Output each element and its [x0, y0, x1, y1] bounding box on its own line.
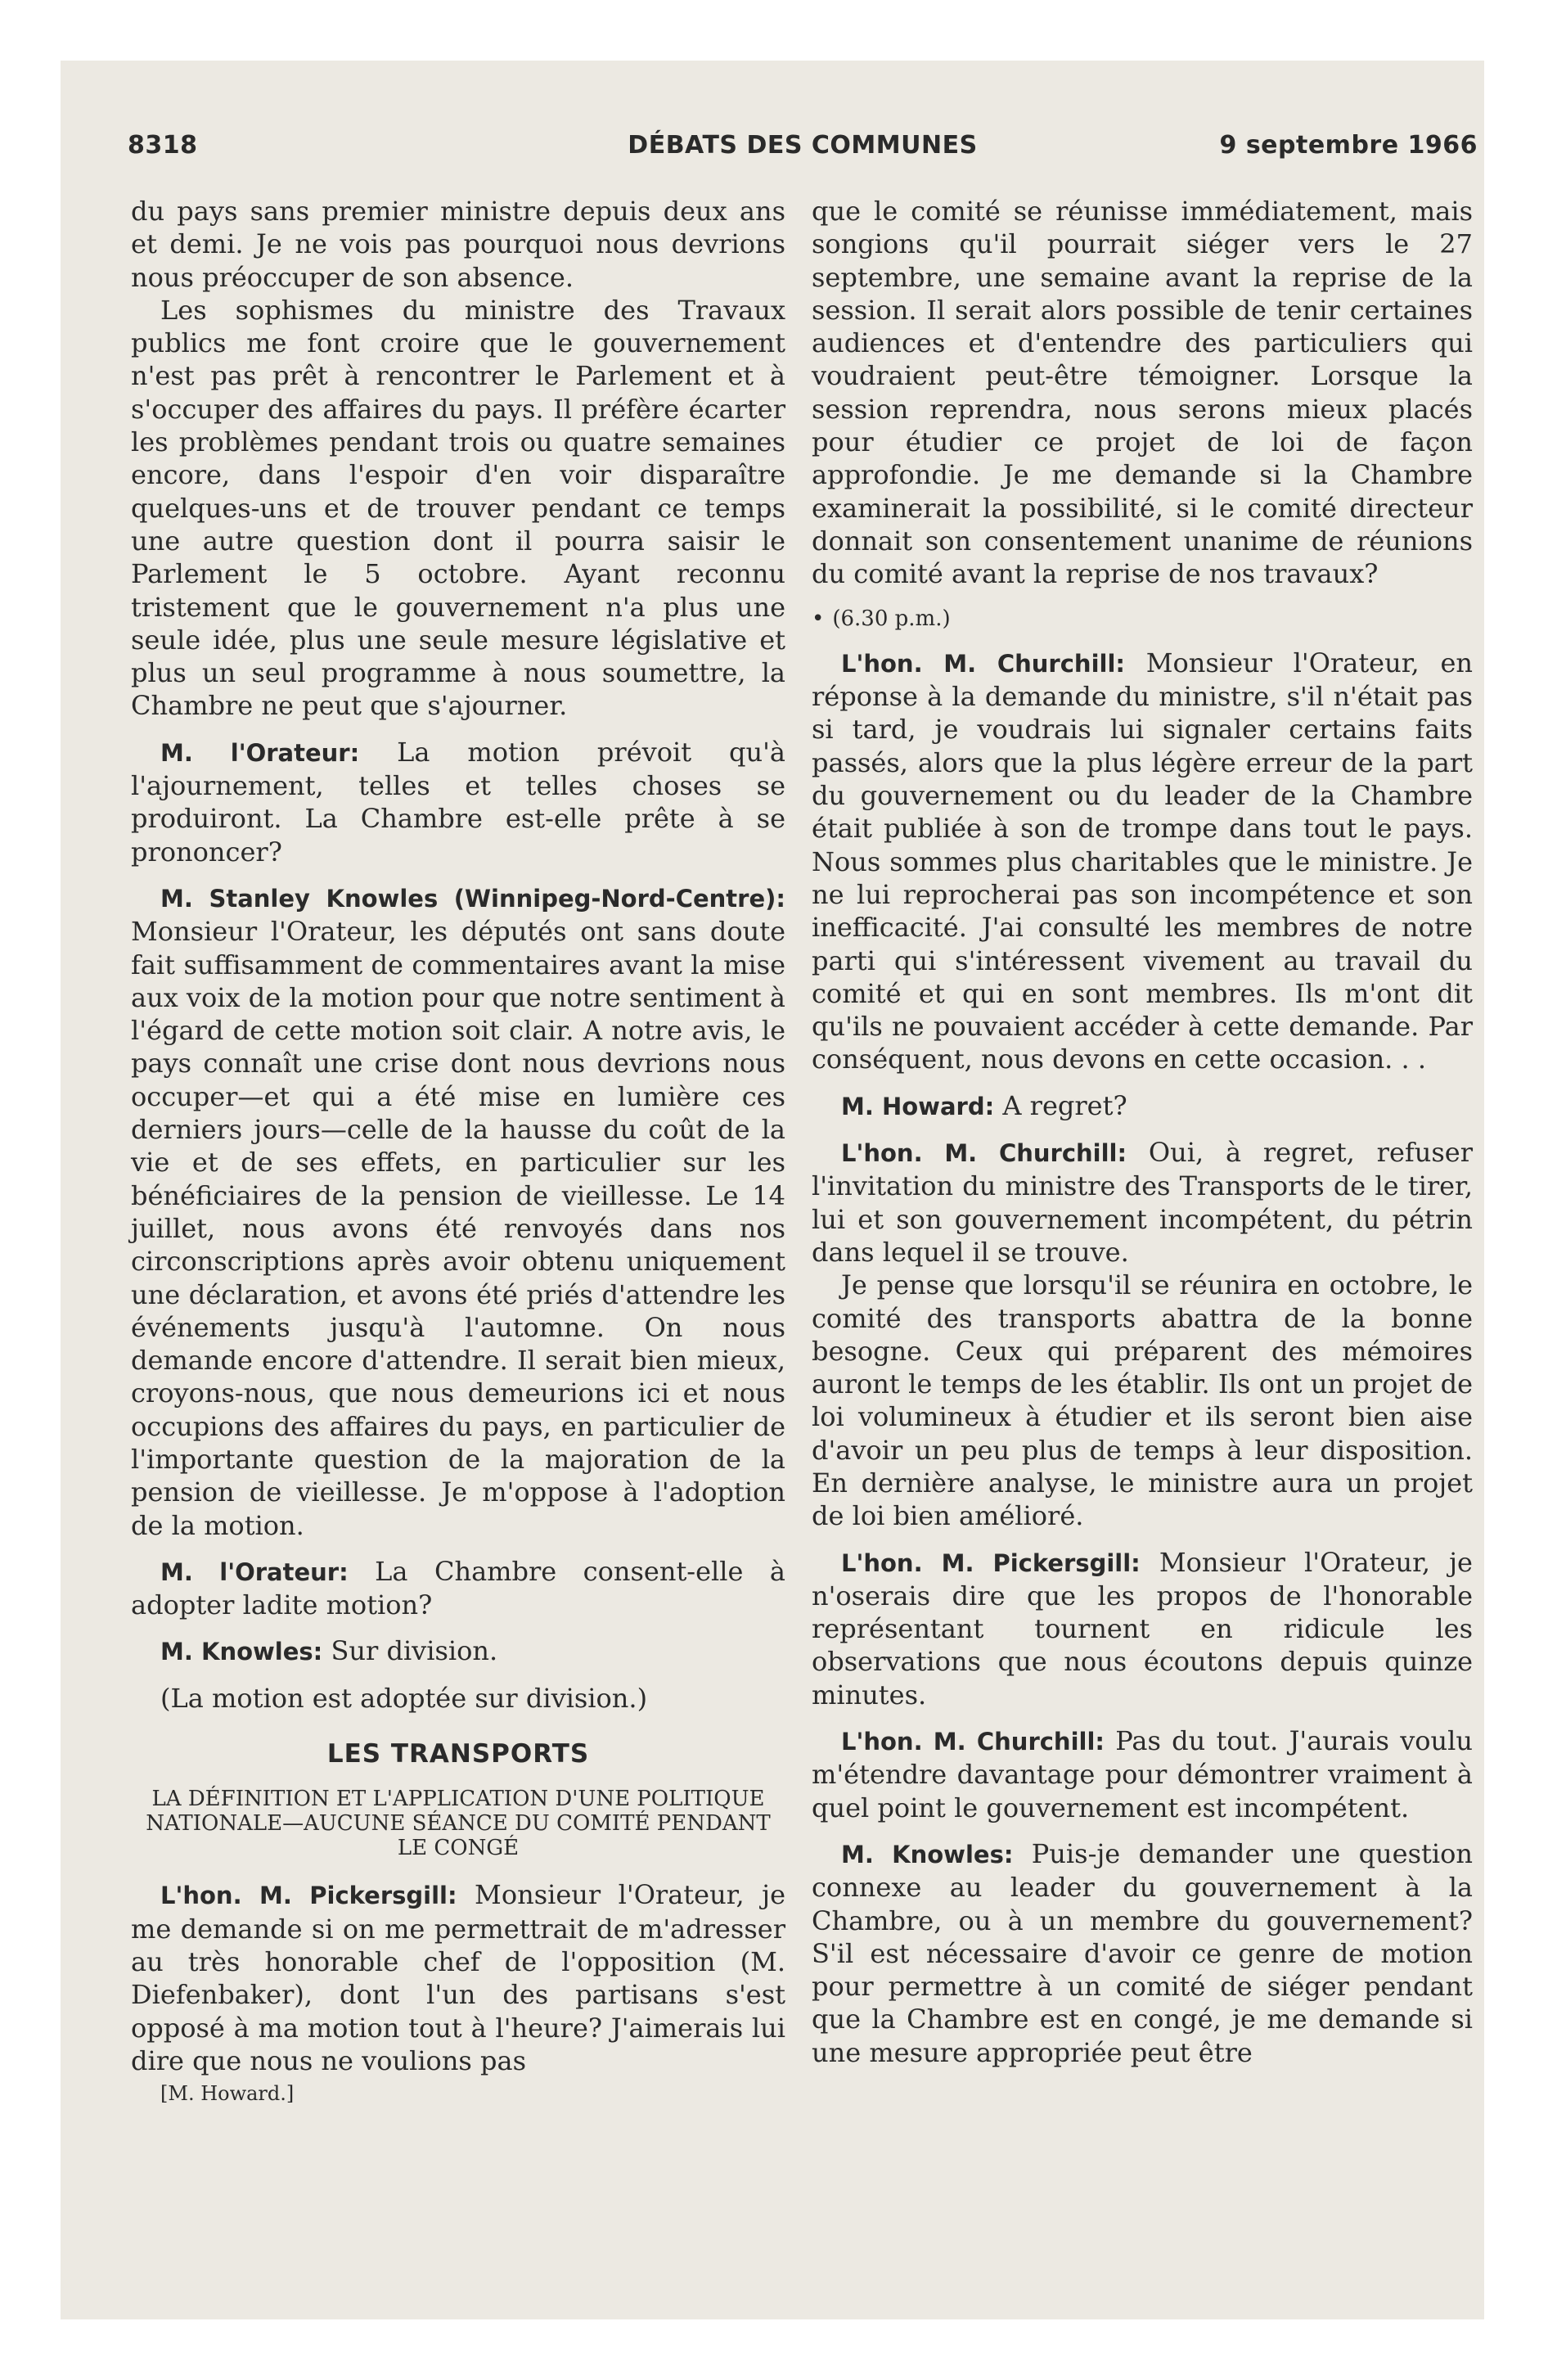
- page-header: [128, 131, 1478, 172]
- bullet-icon: •: [812, 606, 825, 631]
- speech-paragraph: [812, 647, 1473, 1076]
- timestamp: [812, 602, 1473, 635]
- speech-paragraph: [812, 1136, 1473, 1269]
- speaker-name: L'hon. M. Pickersgill:: [160, 1882, 457, 1910]
- speech-text: A regret?: [994, 1089, 1127, 1121]
- section-title: LES TRANSPORTS: [326, 1739, 590, 1769]
- speech-text: Monsieur l'Orateur, je me demande si on me permettrait de m'adresser au très honorable chef de l'opposition (M. Diefenbaker), dont l'un des partisans s'est opposé à ma motion tout à l'heure? J'aimerais lui dire que nous ne voulions pas: [131, 1879, 786, 2076]
- speech-paragraph: [812, 1724, 1473, 1824]
- speech-text: Monsieur l'Orateur, en réponse à la demande du ministre, s'il n'était pas si tard, je voudrais lui signaler certains faits passés, alors que la plus légère erreur de la part du gouvernement ou du leader de la Chambre était publiée à son de trompe dans tout le pays. Nous sommes plus charitables que le ministre. Je ne lui reprocherai pas son incompétence et son inefficacité. J'ai consulté les membres de notre parti qui s'intéressent vivement au travail du comité et qui en sont membres. Ils m'ont dit qu'ils ne pouvaient accéder à cette demande. Par conséquent, nous devons en cette occasion. . .: [812, 647, 1474, 1075]
- speaker-name: M. Knowles:: [160, 1638, 323, 1666]
- speaker-name: M. l'Orateur:: [160, 1557, 349, 1586]
- publication-title: DÉBATS DES COMMUNES: [628, 131, 978, 160]
- left-column: [131, 195, 785, 2110]
- section-subheading: LA DÉFINITION ET L'APPLICATION D'UNE POLITIQUE NATIONALE—AUCUNE SÉANCE DU COMITÉ PENDANT LE CONGÉ: [146, 1787, 771, 1861]
- paragraph: du pays sans premier ministre depuis deux ans et demi. Je ne vois pas pourquoi nous devrions nous préoccuper de son absence.: [131, 196, 785, 293]
- speech-text: Oui, à regret, refuser l'invitation du ministre des Transports de le tirer, lui et son gouvernement incompétent, du pétrin dans lequel il se trouve.: [812, 1137, 1473, 1268]
- speech-text: Monsieur l'Orateur, je n'oserais dire que les propos de l'honorable représentant tournent en ridicule les observations que nous écoutons depuis quinze minutes.: [812, 1546, 1473, 1711]
- speech-paragraph: [812, 1089, 1473, 1123]
- speaker-continuation-tag: [M. Howard.]: [160, 2082, 295, 2106]
- speech-paragraph: [812, 1837, 1473, 2069]
- speaker-name: M. l'Orateur:: [160, 738, 360, 767]
- speaker-name: L'hon. M. Churchill:: [841, 1728, 1105, 1756]
- page-number: 8318: [128, 131, 198, 160]
- speech-paragraph: [131, 881, 785, 1542]
- speaker-name: M. Stanley Knowles (Winnipeg-Nord-Centre):: [160, 884, 785, 913]
- speech-paragraph: [131, 1555, 785, 1622]
- speech-paragraph: [131, 1878, 785, 2077]
- time-text: (6.30 p.m.): [832, 606, 951, 631]
- speaker-name: L'hon. M. Churchill:: [841, 1139, 1127, 1168]
- speech-text: Pas du tout. J'aurais voulu m'étendre davantage pour démontrer vraiment à quel point le gouvernement est incompétent.: [812, 1725, 1473, 1823]
- speaker-name: M. Howard:: [841, 1092, 995, 1120]
- publication-date: 9 septembre 1966: [1219, 131, 1478, 160]
- paragraph: que le comité se réunisse immédiatement, mais songions qu'il pourrait siéger vers le 27 septembre, une semaine avant la reprise de la session. Il serait alors possible de tenir certaines audiences et d'entendre des particuliers qui voudraient peut-être témoigner. Lorsque la session reprendra, nous serons mieux placés pour étudier ce projet de loi de façon approfondie. Je me demande si la Chambre examinerait la possibilité, si le comité directeur donnait son consentement unanime de réunions du comité avant la reprise de nos travaux?: [812, 196, 1473, 590]
- speaker-name: L'hon. M. Churchill:: [841, 649, 1125, 678]
- speech-paragraph: [131, 1634, 785, 1668]
- speech-text: La motion prévoit qu'à l'ajournement, telles et telles choses se produiront. La Chambre est-elle prête à se prononcer?: [131, 736, 786, 868]
- speech-paragraph: [812, 1546, 1473, 1711]
- speech-text: Monsieur l'Orateur, les députés ont sans doute fait suffisamment de commentaires avant la mise aux voix de la motion pour que notre sentiment à l'égard de cette motion soit clair. A notre avis, le pays connaît une crise dont nous devrions nous occuper—et qui a été mise en lumière ces derniers jours—celle de la hausse du coût de la vie et de ses effets, en particulier sur les bénéficiaires de la pension de vieillesse. Le 14 juillet, nous avons été renvoyés dans nos circonscriptions après avoir obtenu uniquement une déclaration, et avons été priés d'attendre les événements jusqu'à l'automne. On nous demande encore d'attendre. Il serait bien mieux, croyons-nous, que nous demeurions ici et nous occupions des affaires du pays, en particulier de l'importante question de la majoration de la pension de vieillesse. Je m'oppose à l'adoption de la motion.: [131, 916, 785, 1541]
- speech-text: La Chambre consent-elle à adopter ladite motion?: [131, 1555, 786, 1621]
- speech-paragraph: [131, 736, 785, 868]
- speaker-name: L'hon. M. Pickersgill:: [841, 1548, 1141, 1577]
- paragraph: Je pense que lorsqu'il se réunira en octobre, le comité des transports abattra de la bonne besogne. Ceux qui préparent des mémoires auront le temps de les établir. Ils ont un projet de loi volumineux à étudier et ils seront bien aise d'avoir un peu plus de temps à leur disposition. En dernière analyse, le ministre aura un projet de loi bien amélioré.: [812, 1269, 1473, 1532]
- procedural-note: (La motion est adoptée sur division.): [160, 1682, 648, 1714]
- right-column: [812, 195, 1473, 2069]
- speech-text: Sur division.: [322, 1635, 498, 1667]
- paragraph: Les sophismes du ministre des Travaux publics me font croire que le gouvernement n'est pas prêt à rencontrer le Parlement et à s'occuper des affaires du pays. Il préfère écarter les problèmes pendant trois ou quatre semaines encore, dans l'espoir d'en voir disparaître quelques-uns et de trouver pendant ce temps une autre question dont il pourra saisir le Parlement le 5 octobre. Ayant reconnu tristement que le gouvernement n'a plus une seule idée, plus une seule mesure législative et plus un seul programme à nous soumettre, la Chambre ne peut que s'ajourner.: [131, 294, 785, 722]
- speech-text: Puis-je demander une question connexe au leader du gouvernement à la Chambre, ou à un membre du gouvernement? S'il est nécessaire d'avoir ce genre de motion pour permettre à un comité de siéger pendant que la Chambre est en congé, je me demande si une mesure appropriée peut être: [812, 1837, 1473, 2068]
- speaker-name: M. Knowles:: [841, 1840, 1014, 1868]
